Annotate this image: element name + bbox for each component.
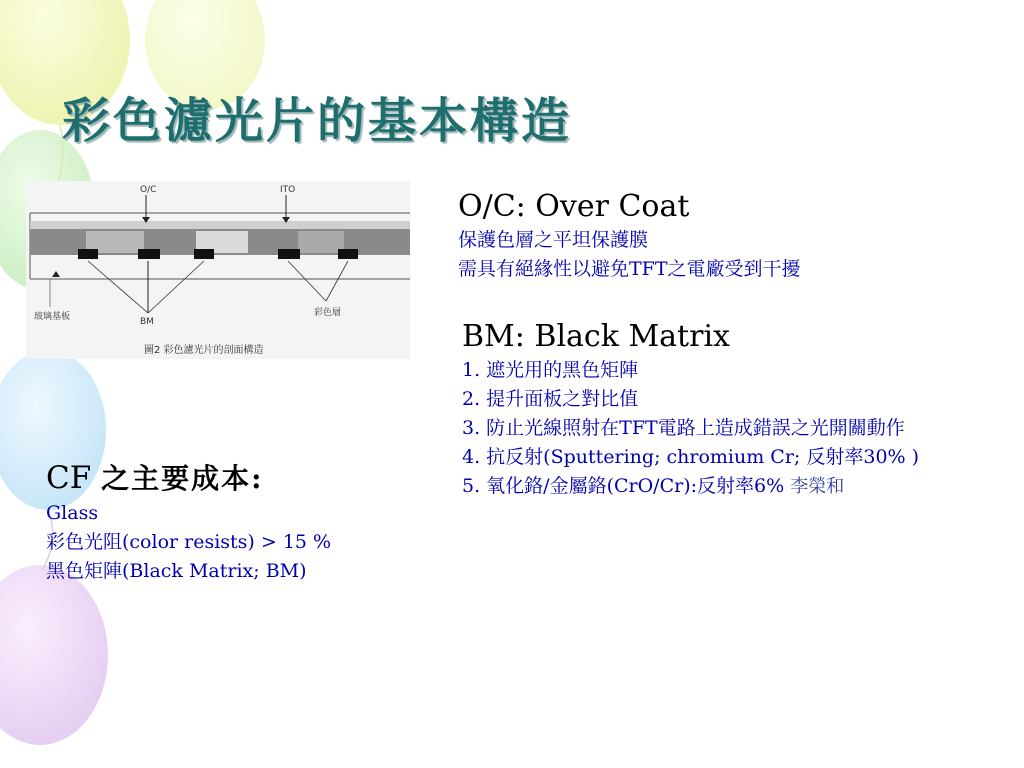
black-matrix-item: 2. 提升面板之對比值: [462, 388, 639, 410]
black-matrix-item-last: [462, 472, 982, 501]
black-matrix-item: 1. 遮光用的黑色矩陣: [462, 359, 639, 381]
overcoat-section: [458, 188, 1018, 284]
cost-heading-text: 之主要成本:: [101, 462, 264, 495]
cost-item: 彩色光阻(color resists) > 15 %: [46, 531, 332, 553]
black-matrix-item: 4. 抗反射(Sputtering; chromium Cr; 反射率30% ): [462, 446, 920, 468]
cost-heading-prefix: CF: [46, 460, 92, 496]
cross-section-diagram: [26, 181, 410, 359]
black-matrix-section: [462, 318, 982, 501]
figure-label-substrate: 玻璃基板: [34, 312, 71, 322]
author-signature: 李榮和: [790, 476, 845, 497]
figure-caption: 圖2 彩色濾光片的剖面構造: [144, 345, 264, 356]
cost-item: 黑色矩陣(Black Matrix; BM): [46, 560, 307, 582]
figure-label-color-layer: 彩色層: [314, 308, 342, 318]
overcoat-line: 需具有絕緣性以避免TFT之電廠受到干擾: [458, 258, 801, 280]
overcoat-heading: O/C: Over Coat: [458, 189, 690, 224]
cost-item: Glass: [46, 502, 99, 524]
cross-section-figure: [26, 181, 410, 359]
cost-section: [46, 458, 446, 586]
cost-heading: [46, 458, 446, 499]
black-matrix-heading: BM: Black Matrix: [462, 319, 730, 354]
overcoat-line: 保護色層之平坦保護膜: [458, 229, 649, 251]
figure-label-ito: ITO: [280, 185, 296, 195]
slide-title: 彩色濾光片的基本構造: [62, 93, 573, 149]
black-matrix-item: 3. 防止光線照射在TFT電路上造成錯誤之光開關動作: [462, 417, 905, 439]
black-matrix-item: 5. 氧化鉻/金屬鉻(CrO/Cr):反射率6%: [462, 475, 785, 497]
figure-label-oc: O/C: [140, 185, 157, 195]
figure-label-bm: BM: [140, 317, 154, 327]
